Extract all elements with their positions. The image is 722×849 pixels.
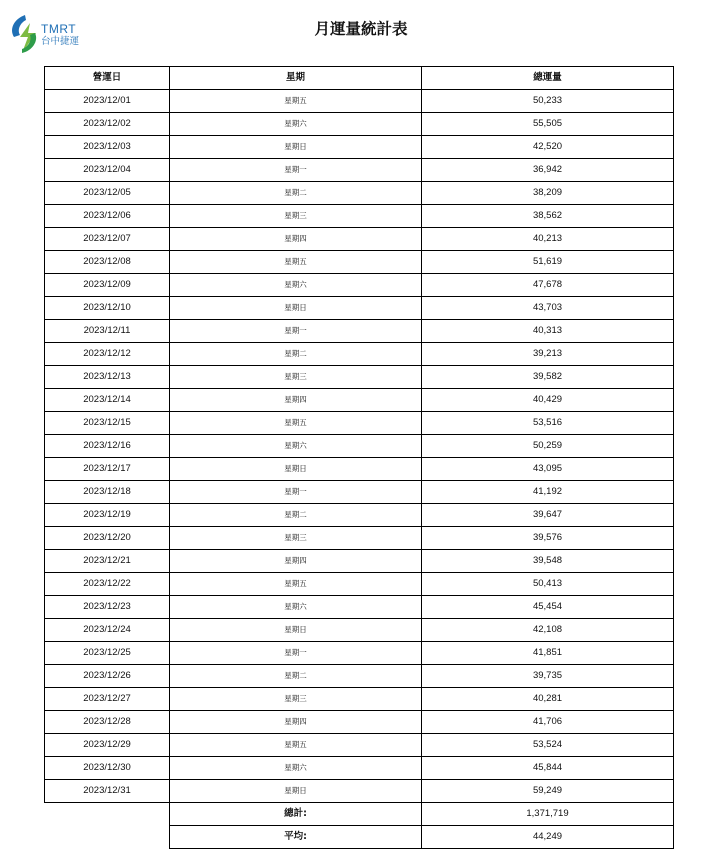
cell-ridership: 38,562 — [422, 205, 674, 228]
cell-date: 2023/12/05 — [45, 182, 170, 205]
header-operation-date: 營運日 — [45, 67, 170, 90]
cell-date: 2023/12/15 — [45, 412, 170, 435]
cell-ridership: 50,233 — [422, 90, 674, 113]
cell-weekday: 星期日 — [170, 458, 422, 481]
cell-ridership: 43,703 — [422, 297, 674, 320]
cell-date: 2023/12/22 — [45, 573, 170, 596]
table-row — [45, 688, 674, 711]
cell-date: 2023/12/19 — [45, 504, 170, 527]
cell-ridership: 42,108 — [422, 619, 674, 642]
cell-date: 2023/12/14 — [45, 389, 170, 412]
summary-spacer — [45, 803, 170, 826]
logo-subtitle-text: 台中捷運 — [41, 36, 80, 47]
cell-ridership: 39,735 — [422, 665, 674, 688]
cell-date: 2023/12/28 — [45, 711, 170, 734]
cell-ridership: 40,313 — [422, 320, 674, 343]
logo-brand-text: TMRT — [41, 22, 77, 36]
table-row — [45, 527, 674, 550]
cell-weekday: 星期日 — [170, 297, 422, 320]
cell-ridership: 59,249 — [422, 780, 674, 803]
cell-weekday: 星期二 — [170, 182, 422, 205]
table-row — [45, 504, 674, 527]
table-row — [45, 619, 674, 642]
cell-date: 2023/12/03 — [45, 136, 170, 159]
cell-ridership: 41,851 — [422, 642, 674, 665]
table-row — [45, 343, 674, 366]
cell-ridership: 40,281 — [422, 688, 674, 711]
cell-weekday: 星期三 — [170, 527, 422, 550]
cell-ridership: 42,520 — [422, 136, 674, 159]
cell-ridership: 36,942 — [422, 159, 674, 182]
cell-date: 2023/12/16 — [45, 435, 170, 458]
cell-weekday: 星期日 — [170, 136, 422, 159]
cell-date: 2023/12/01 — [45, 90, 170, 113]
cell-ridership: 41,706 — [422, 711, 674, 734]
cell-weekday: 星期五 — [170, 90, 422, 113]
table-row — [45, 757, 674, 780]
cell-ridership: 50,259 — [422, 435, 674, 458]
summary-row-total — [45, 803, 674, 826]
cell-ridership: 53,516 — [422, 412, 674, 435]
cell-ridership: 45,454 — [422, 596, 674, 619]
cell-date: 2023/12/30 — [45, 757, 170, 780]
cell-weekday: 星期六 — [170, 596, 422, 619]
ridership-table — [44, 66, 674, 849]
cell-weekday: 星期六 — [170, 435, 422, 458]
cell-ridership: 39,213 — [422, 343, 674, 366]
cell-weekday: 星期四 — [170, 228, 422, 251]
table-body — [45, 90, 674, 849]
cell-date: 2023/12/09 — [45, 274, 170, 297]
table-row — [45, 550, 674, 573]
cell-date: 2023/12/21 — [45, 550, 170, 573]
cell-weekday: 星期一 — [170, 481, 422, 504]
cell-ridership: 43,095 — [422, 458, 674, 481]
summary-total-value: 1,371,719 — [422, 803, 674, 826]
cell-date: 2023/12/10 — [45, 297, 170, 320]
table-row — [45, 366, 674, 389]
cell-ridership: 47,678 — [422, 274, 674, 297]
header-total-ridership: 總運量 — [422, 67, 674, 90]
cell-weekday: 星期一 — [170, 642, 422, 665]
table-row — [45, 136, 674, 159]
cell-date: 2023/12/02 — [45, 113, 170, 136]
cell-date: 2023/12/23 — [45, 596, 170, 619]
cell-date: 2023/12/08 — [45, 251, 170, 274]
cell-ridership: 53,524 — [422, 734, 674, 757]
cell-weekday: 星期三 — [170, 205, 422, 228]
table-row — [45, 159, 674, 182]
cell-weekday: 星期一 — [170, 159, 422, 182]
cell-weekday: 星期四 — [170, 550, 422, 573]
cell-ridership: 39,576 — [422, 527, 674, 550]
cell-weekday: 星期四 — [170, 389, 422, 412]
cell-date: 2023/12/17 — [45, 458, 170, 481]
cell-weekday: 星期日 — [170, 619, 422, 642]
cell-weekday: 星期六 — [170, 113, 422, 136]
cell-weekday: 星期三 — [170, 688, 422, 711]
cell-date: 2023/12/18 — [45, 481, 170, 504]
summary-total-label: 總計: — [170, 803, 422, 826]
table-row — [45, 274, 674, 297]
table-row — [45, 90, 674, 113]
table-row — [45, 182, 674, 205]
cell-date: 2023/12/29 — [45, 734, 170, 757]
table-row — [45, 113, 674, 136]
cell-weekday: 星期五 — [170, 573, 422, 596]
cell-date: 2023/12/07 — [45, 228, 170, 251]
table-row — [45, 412, 674, 435]
cell-weekday: 星期四 — [170, 711, 422, 734]
summary-average-value: 44,249 — [422, 826, 674, 849]
cell-weekday: 星期二 — [170, 504, 422, 527]
table-row — [45, 458, 674, 481]
cell-ridership: 38,209 — [422, 182, 674, 205]
table-row — [45, 205, 674, 228]
header-weekday: 星期 — [170, 67, 422, 90]
cell-ridership: 50,413 — [422, 573, 674, 596]
cell-weekday: 星期六 — [170, 274, 422, 297]
cell-ridership: 51,619 — [422, 251, 674, 274]
summary-row-average — [45, 826, 674, 849]
table-row — [45, 389, 674, 412]
cell-date: 2023/12/12 — [45, 343, 170, 366]
cell-ridership: 39,582 — [422, 366, 674, 389]
cell-date: 2023/12/27 — [45, 688, 170, 711]
cell-ridership: 45,844 — [422, 757, 674, 780]
cell-date: 2023/12/26 — [45, 665, 170, 688]
table-row — [45, 642, 674, 665]
table-row — [45, 320, 674, 343]
table-row — [45, 481, 674, 504]
cell-date: 2023/12/20 — [45, 527, 170, 550]
cell-ridership: 55,505 — [422, 113, 674, 136]
table-row — [45, 573, 674, 596]
cell-ridership: 39,548 — [422, 550, 674, 573]
cell-weekday: 星期五 — [170, 412, 422, 435]
cell-weekday: 星期三 — [170, 366, 422, 389]
cell-date: 2023/12/25 — [45, 642, 170, 665]
table-row — [45, 665, 674, 688]
cell-ridership: 41,192 — [422, 481, 674, 504]
table-row — [45, 435, 674, 458]
cell-weekday: 星期六 — [170, 757, 422, 780]
table-row — [45, 596, 674, 619]
cell-weekday: 星期五 — [170, 734, 422, 757]
cell-date: 2023/12/06 — [45, 205, 170, 228]
table-row — [45, 251, 674, 274]
table-row — [45, 780, 674, 803]
cell-date: 2023/12/11 — [45, 320, 170, 343]
cell-ridership: 40,429 — [422, 389, 674, 412]
cell-weekday: 星期日 — [170, 780, 422, 803]
table-header-row — [45, 67, 674, 90]
summary-spacer — [45, 826, 170, 849]
table-row — [45, 734, 674, 757]
cell-date: 2023/12/31 — [45, 780, 170, 803]
page-title: 月運量統計表 — [314, 20, 408, 38]
cell-weekday: 星期二 — [170, 343, 422, 366]
cell-date: 2023/12/24 — [45, 619, 170, 642]
cell-date: 2023/12/13 — [45, 366, 170, 389]
cell-weekday: 星期二 — [170, 665, 422, 688]
cell-date: 2023/12/04 — [45, 159, 170, 182]
table-row — [45, 297, 674, 320]
cell-weekday: 星期一 — [170, 320, 422, 343]
summary-average-label: 平均: — [170, 826, 422, 849]
table-row — [45, 228, 674, 251]
cell-ridership: 40,213 — [422, 228, 674, 251]
cell-weekday: 星期五 — [170, 251, 422, 274]
cell-ridership: 39,647 — [422, 504, 674, 527]
table-row — [45, 711, 674, 734]
